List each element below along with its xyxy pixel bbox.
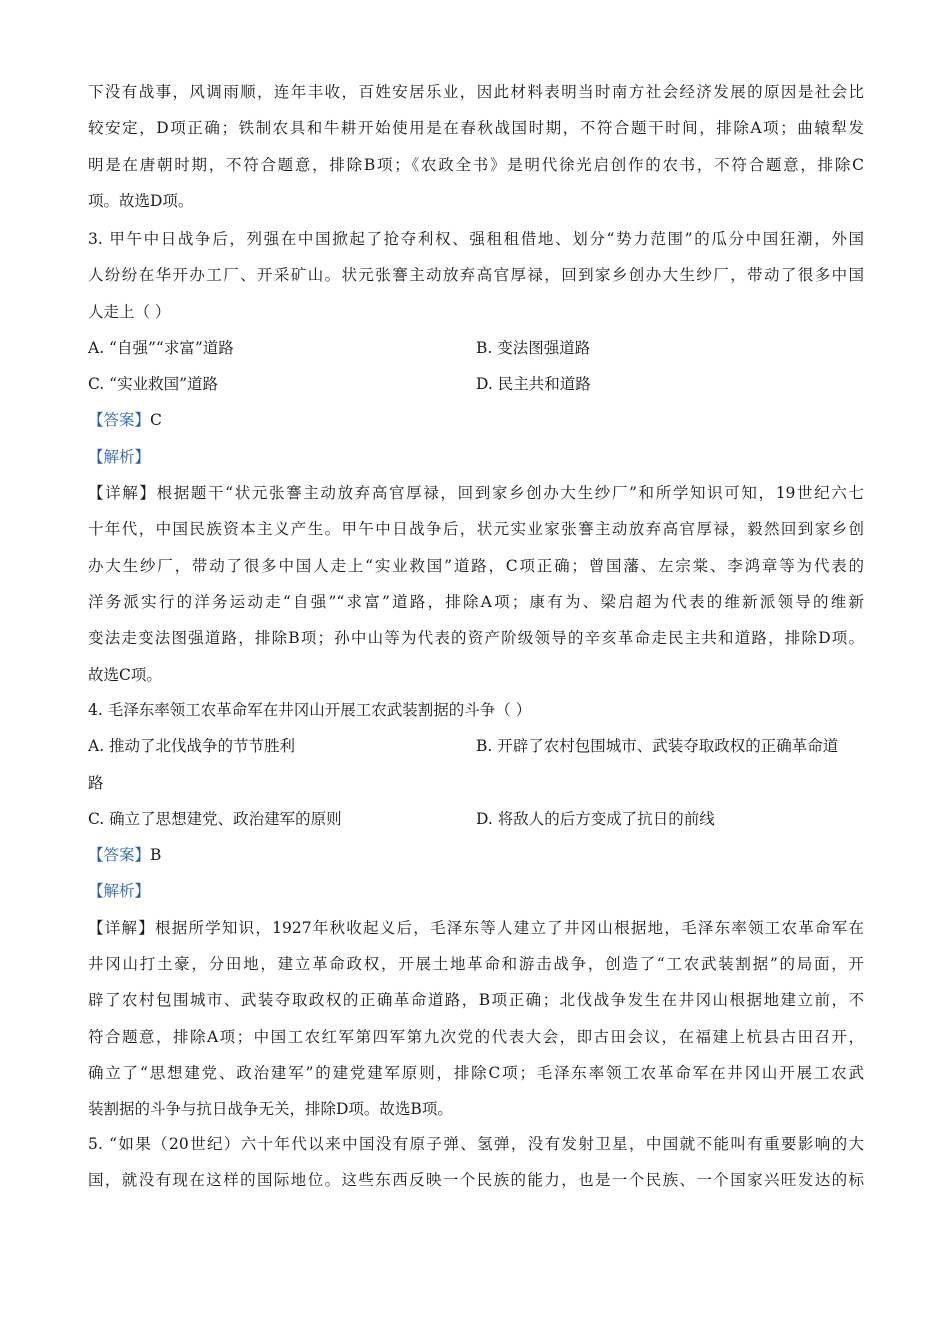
detail-line: 井冈山打土豪，分田地，建立革命政权，开展土地革命和游击战争，创造了“工农武装割据”的局面，开 <box>88 955 864 974</box>
analysis-tag: 【解析】 <box>88 447 151 466</box>
answer-value: B <box>150 846 162 865</box>
question-stem-line: 人走上（ ） <box>88 302 171 321</box>
option-d: D. 民主共和道路 <box>476 375 591 394</box>
detail-line: 变法走变法图强道路，排除B项；孙中山等为代表的资产阶级领导的辛亥革命走民主共和道路，排除D项。 <box>88 629 864 648</box>
text-line: 项。故选D项。 <box>88 191 194 210</box>
answer-line <box>88 402 864 438</box>
option-d: D. 将敌人的后方变成了抗日的前线 <box>476 809 715 828</box>
question-stem-line: 4. 毛泽东率领工农革命军在井冈山开展工农武装割据的斗争（ ） <box>88 701 532 719</box>
analysis-line <box>88 439 864 475</box>
question-3 <box>88 221 864 693</box>
detail-tag: 【详解】 <box>88 484 157 503</box>
question-stem-line: 5. “如果（20世纪）六十年代以来中国没有原子弹、氢弹，没有发射卫星，中国就不能叫有重要影响的大 <box>88 1135 864 1153</box>
question-4 <box>88 692 864 1128</box>
detail-text: 根据题干“状元张謇主动放弃高官厚禄，回到家乡创办大生纱厂”和所学知识可知，19世纪六七 <box>156 484 864 503</box>
analysis-line <box>88 873 864 909</box>
text-line: 下没有战事，风调雨顺，连年丰收，百姓安居乐业，因此材料表明当时南方社会经济发展的原因是社会比 <box>88 83 864 101</box>
detail-line: 故选C项。 <box>88 665 162 684</box>
text-line: 较安定，D项正确；铁制农具和牛耕开始使用是在春秋战国时期，不符合题干时间，排除A项；曲辕犁发 <box>88 119 864 138</box>
question-stem-line: 3. 甲午中日战争后，列强在中国掀起了抢夺利权、强租租借地、划分“势力范围”的瓜分中国狂潮，外国 <box>88 230 864 248</box>
option-c: C. “实业救国”道路 <box>88 375 219 394</box>
text-line: 明是在唐朝时期，不符合题意，排除B项；《农政全书》是明代徐光启创作的农书，不符合题意，排除C <box>88 155 864 174</box>
analysis-tag: 【解析】 <box>88 882 151 901</box>
detail-line <box>88 910 864 946</box>
detail-tag: 【详解】 <box>88 918 155 937</box>
option-b-wrap: 路 <box>88 773 104 792</box>
answer-tag: 【答案】 <box>88 411 151 430</box>
question-stem-line: 国，就没有现在这样的国际地位。这些东西反映一个民族的能力，也是一个民族、一个国家兴旺发达的标 <box>88 1171 864 1190</box>
options-row <box>88 728 864 764</box>
detail-line: 确立了“思想建党、政治建军”的建党建军原则，排除C项；毛泽东率领工农革命军在井冈山开展工农武 <box>88 1063 864 1082</box>
answer-value: C <box>150 411 162 430</box>
answer-tag: 【答案】 <box>88 846 151 865</box>
detail-text: 根据所学知识，1927年秋收起义后，毛泽东等人建立了井冈山根据地，毛泽东率领工农革命军在 <box>154 918 864 937</box>
answer-line <box>88 837 864 873</box>
detail-line: 十年代，中国民族资本主义产生。甲午中日战争后，状元实业家张謇主动放弃高官厚禄，毅然回到家乡创 <box>88 520 864 539</box>
detail-line <box>88 475 864 511</box>
option-a: A. 推动了北伐战争的节节胜利 <box>88 737 296 756</box>
options-row <box>88 801 864 837</box>
detail-line: 符合题意，排除A项；中国工农红军第四军第九次党的代表大会，即古田会议，在福建上杭县古田召开， <box>88 1027 864 1046</box>
option-b: B. 变法图强道路 <box>476 338 591 357</box>
question-stem-line: 人纷纷在华开办工厂、开采矿山。状元张謇主动放弃高官厚禄，回到家乡创办大生纱厂，带动了很多中国 <box>88 266 864 285</box>
option-b: B. 开辟了农村包围城市、武装夺取政权的正确革命道 <box>476 737 839 756</box>
options-row <box>88 330 864 366</box>
options-row <box>88 366 864 402</box>
prev-analysis <box>88 74 864 219</box>
detail-line: 办大生纱厂，带动了很多中国人走上“实业救国”道路，C项正确；曾国藩、左宗棠、李鸿章等为代表的 <box>88 556 864 575</box>
detail-line: 装割据的斗争与抗日战争无关，排除D项。故选B项。 <box>88 1100 453 1119</box>
detail-line: 洋务派实行的洋务运动走“自强”“求富”道路，排除A项；康有为、梁启超为代表的维新派领导的维新 <box>88 592 864 611</box>
detail-line: 辟了农村包围城市、武装夺取政权的正确革命道路，B项正确；北伐战争发生在井冈山根据地建立前，不 <box>88 991 864 1010</box>
question-5 <box>88 1126 864 1199</box>
option-c: C. 确立了思想建党、政治建军的原则 <box>88 809 342 828</box>
option-a: A. “自强”“求富”道路 <box>88 338 234 357</box>
